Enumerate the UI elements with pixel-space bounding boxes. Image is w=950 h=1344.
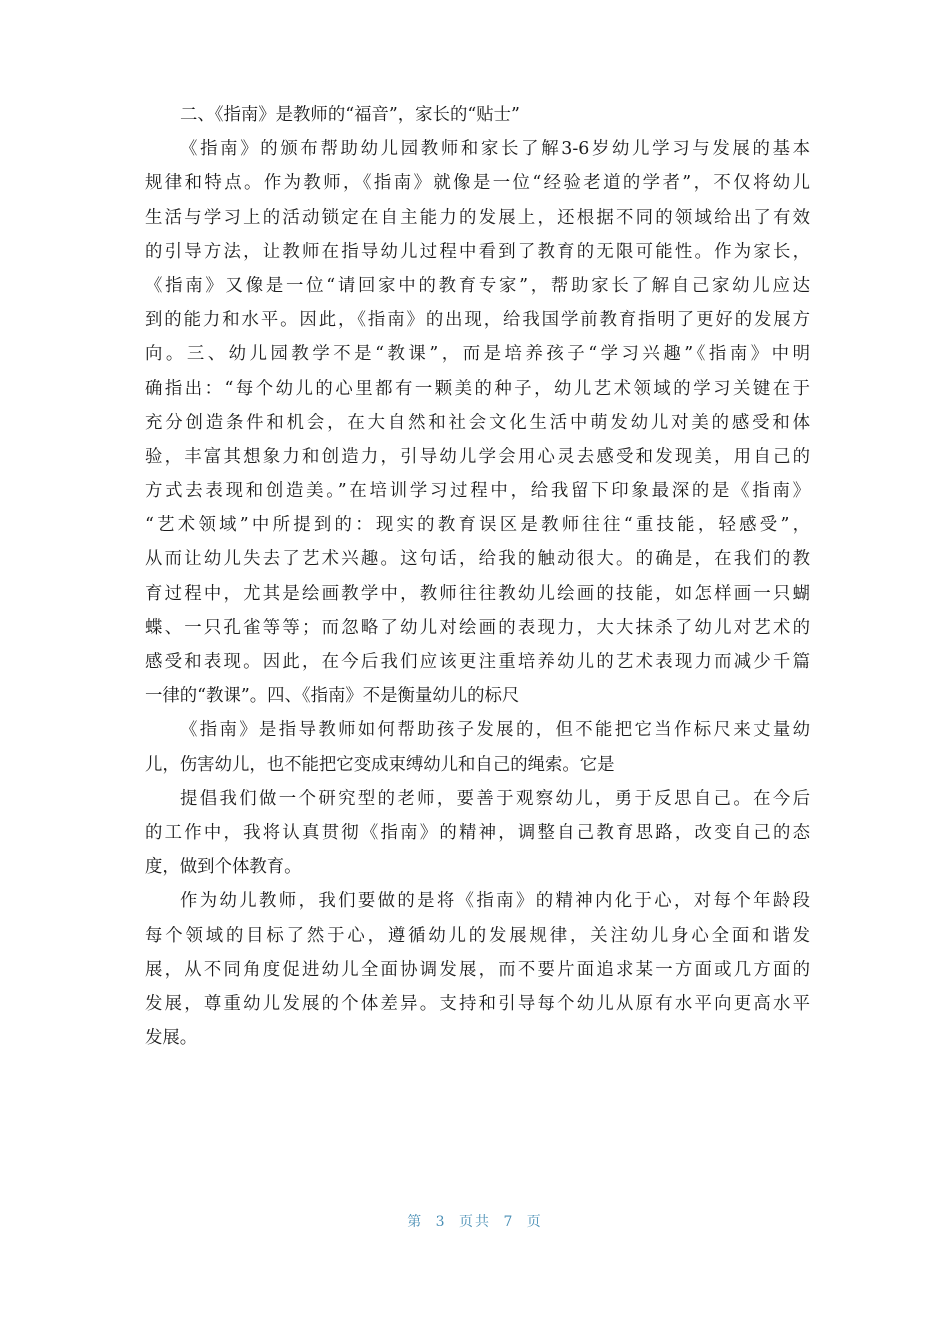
text-line: 的工作中，我将认真贯彻《指南》的精神，调整自己教育思路，改变自己的态 [145,822,810,843]
document-body [145,98,810,1055]
text-line: 育过程中，尤其是绘画教学中，教师往往教幼儿绘画的技能，如怎样画一只蝴 [145,583,810,604]
text-line: 方式去表现和创造美。”在培训学习过程中，给我留下印象最深的是《指南》 [145,481,810,502]
page-number-footer: 第 3 页共 7 页 [407,1214,543,1230]
text-line: 到的能力和水平。因此，《指南》的出现，给我国学前教育指明了更好的发展方 [145,310,810,331]
text-line: 《指南》的颁布帮助幼儿园教师和家长了解3-6岁幼儿学习与发展的基本 [180,139,810,160]
text-line: 作为幼儿教师，我们要做的是将《指南》的精神内化于心，对每个年龄段 [180,891,810,912]
text-line: 从而让幼儿失去了艺术兴趣。这句话，给我的触动很大。的确是，在我们的教 [145,549,810,570]
text-line: 规律和特点。作为教师，《指南》就像是一位“经验老道的学者”，不仅将幼儿 [145,173,810,194]
text-line: 蝶、一只孔雀等等；而忽略了幼儿对绘画的表现力，大大抹杀了幼儿对艺术的 [145,617,810,638]
text-line: “艺术领域”中所提到的：现实的教育误区是教师往往“重技能，轻感受”， [145,515,810,536]
text-line: 一律的“教课”。四、《指南》不是衡量幼儿的标尺 [145,686,520,707]
text-line: 展，从不同角度促进幼儿全面协调发展，而不要片面追求某一方面或几方面的 [145,959,810,980]
text-line: 发展。 [145,1028,198,1049]
text-line: 发展，尊重幼儿发展的个体差异。支持和引导每个幼儿从原有水平向更高水平 [145,993,810,1014]
text-line: 充分创造条件和机会，在大自然和社会文化生活中萌发幼儿对美的感受和体 [145,412,810,433]
text-line: 提倡我们做一个研究型的老师，要善于观察幼儿，勇于反思自己。在今后 [180,788,810,809]
text-line: 的引导方法，让教师在指导幼儿过程中看到了教育的无限可能性。作为家长， [145,241,810,262]
text-line: 向。三、幼儿园教学不是“教课”，而是培养孩子“学习兴趣”《指南》中明 [145,344,810,365]
text-line: 儿，伤害幼儿，也不能把它变成束缚幼儿和自己的绳索。它是 [145,754,615,775]
text-line: 《指南》又像是一位“请回家中的教育专家”，帮助家长了解自己家幼儿应达 [145,275,810,296]
text-line: 验，丰富其想象力和创造力，引导幼儿学会用心灵去感受和发现美，用自己的 [145,446,810,467]
text-line: 度，做到个体教育。 [145,857,302,878]
text-line: 生活与学习上的活动锁定在自主能力的发展上，还根据不同的领域给出了有效 [145,207,810,228]
text-line: 确指出：“每个幼儿的心里都有一颗美的种子，幼儿艺术领域的学习关键在于 [145,378,810,399]
text-line: 二、《指南》是教师的“福音”，家长的“贴士” [180,105,520,125]
text-line: 《指南》是指导教师如何帮助孩子发展的，但不能把它当作标尺来丈量幼 [180,720,810,741]
text-line: 感受和表现。因此，在今后我们应该更注重培养幼儿的艺术表现力而减少千篇 [145,652,810,672]
text-line: 每个领域的目标了然于心，遵循幼儿的发展规律，关注幼儿身心全面和谐发 [145,925,810,946]
